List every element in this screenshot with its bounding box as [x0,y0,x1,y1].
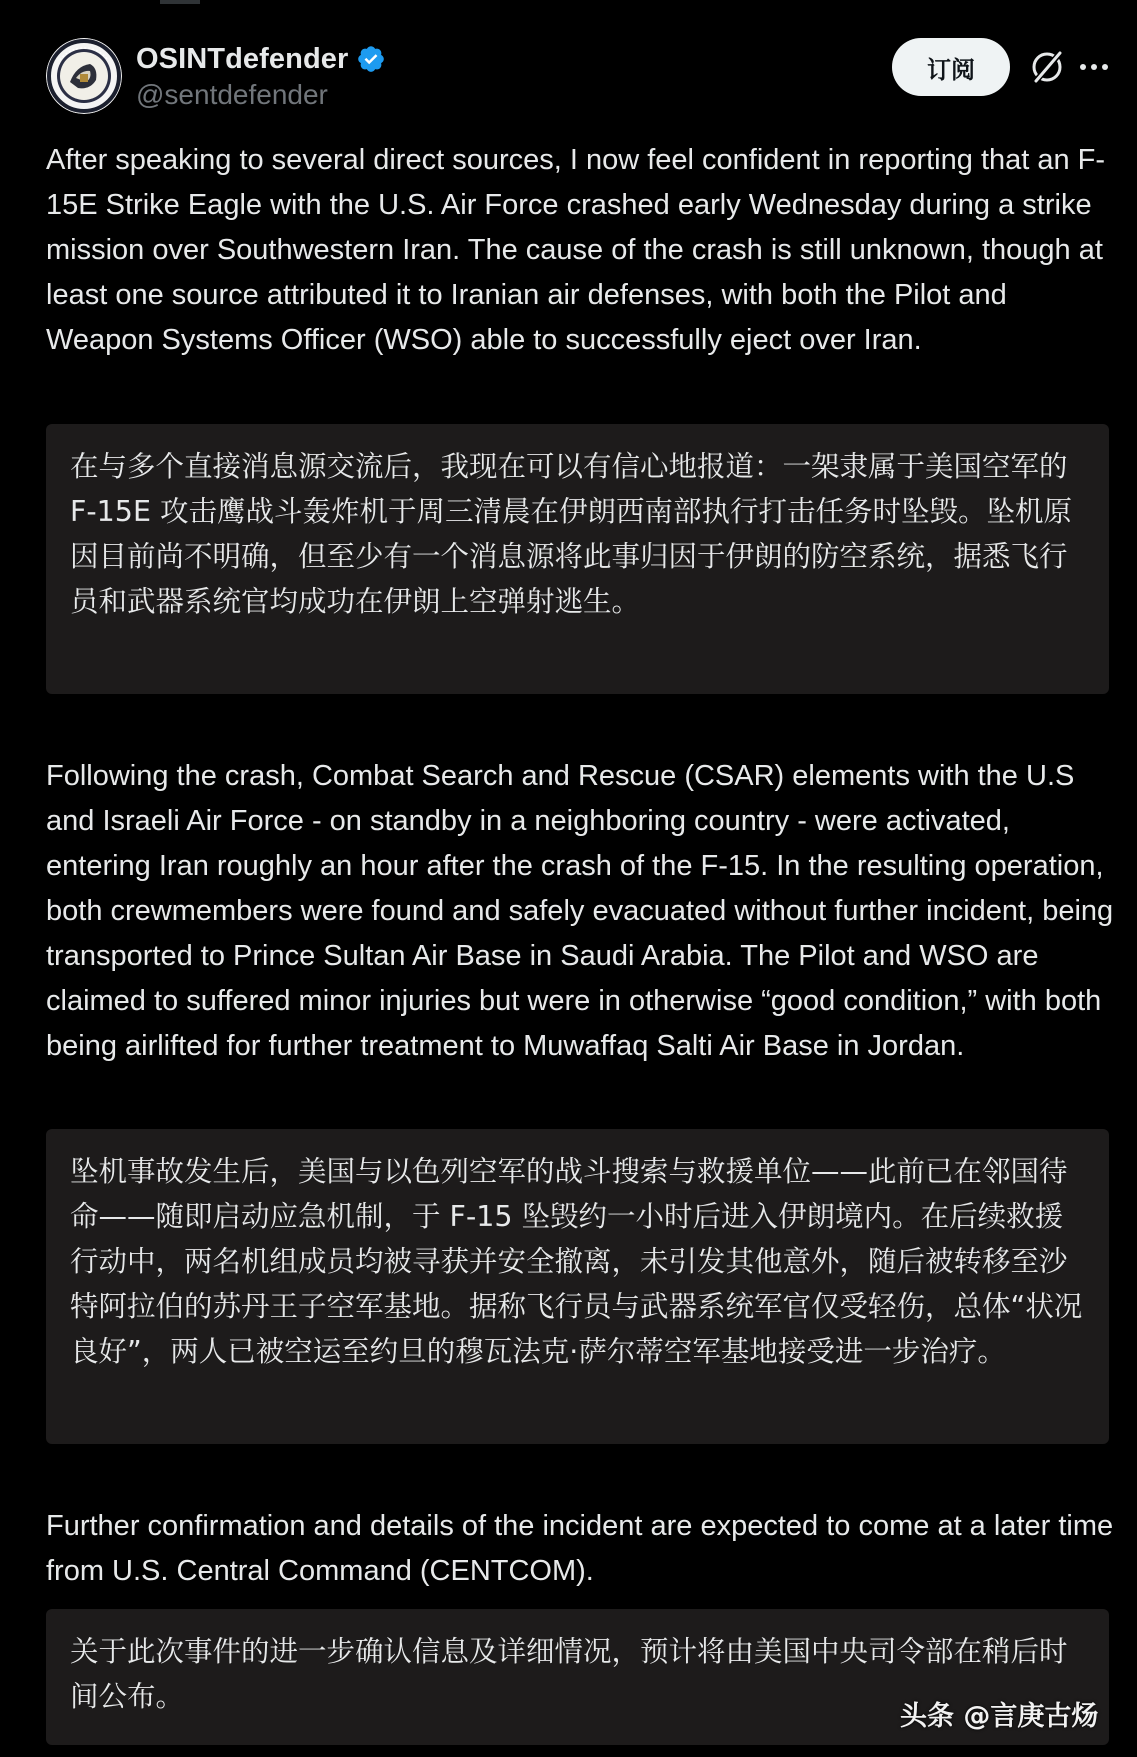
author-display-name[interactable]: OSINTdefender [136,42,349,75]
post-header [46,38,1106,114]
author-info [136,40,386,112]
translation-text-2: 坠机事故发生后，美国与以色列空军的战斗搜索与救援单位——此前已在邻国待命——随即启动应急机制，于 F-15 坠毁约一小时后进入伊朗境内。在后续救援行动中，两名机组成员均被寻获并安全撤离，未引发其他意外，随后被转移至沙特阿拉伯的苏丹王子空军基地。据称飞行员与武器系统军官仅受轻伤，总体“状况良好”，两人已被空运至约旦的穆瓦法克·萨尔蒂空军基地接受进一步治疗。 [70,1155,1083,1368]
translation-text-1: 在与多个直接消息源交流后，我现在可以有信心地报道：一架隶属于美国空军的 F-15E 攻击鹰战斗轰炸机于周三清晨在伊朗西南部执行打击任务时坠毁。坠机原因目前尚不明确，但至少有一个消息源将此事归因于伊朗的防空系统，据悉飞行员和武器系统官均成功在伊朗上空弹射逃生。 [70,450,1073,618]
translation-text-3: 关于此次事件的进一步确认信息及详细情况，预计将由美国中央司令部在稍后时间公布。 [70,1635,1068,1713]
translation-box-1 [46,424,1109,694]
author-handle[interactable]: @sentdefender [136,79,328,110]
avatar-image [46,38,122,114]
post-text-paragraph-1: After speaking to several direct sources, I now feel confident in reporting that an F-15E Strike Eagle with the U.S. Air Force crashed early Wednesday during a strike mission over Southwestern Iran. The cause of the crash is still unknown, though at least one source attributed it to Iranian air defenses, with both the Pilot and Weapon Systems Officer (WSO) able to successfully eject over Iran. [46,144,1106,356]
verified-badge-icon [356,44,386,74]
previous-post-edge [160,0,200,4]
translation-box-2 [46,1129,1109,1444]
subscribe-button[interactable]: 订阅 [892,38,1010,96]
grok-icon[interactable] [1028,48,1066,86]
avatar[interactable] [46,38,122,114]
watermark: 头条 @言庚古炀 [900,1701,1099,1732]
more-options-icon[interactable] [1076,52,1112,82]
post-text-paragraph-2: Following the crash, Combat Search and Rescue (CSAR) elements with the U.S and Israeli Air Force - on standby in a neighboring country - were activated, entering Iran roughly an hour after the crash of the F-15. In the resulting operation, both crewmembers were found and safely evacuated without further incident, being transported to Prince Sultan Air Base in Saudi Arabia. The Pilot and WSO are claimed to suffered minor injuries but were in otherwise “good condition,” with both being airlifted for further treatment to Muwaffaq Salti Air Base in Jordan. [46,760,1114,1062]
post-text-paragraph-3: Further confirmation and details of the incident are expected to come at a later time from U.S. Central Command (CENTCOM). [46,1510,1114,1587]
